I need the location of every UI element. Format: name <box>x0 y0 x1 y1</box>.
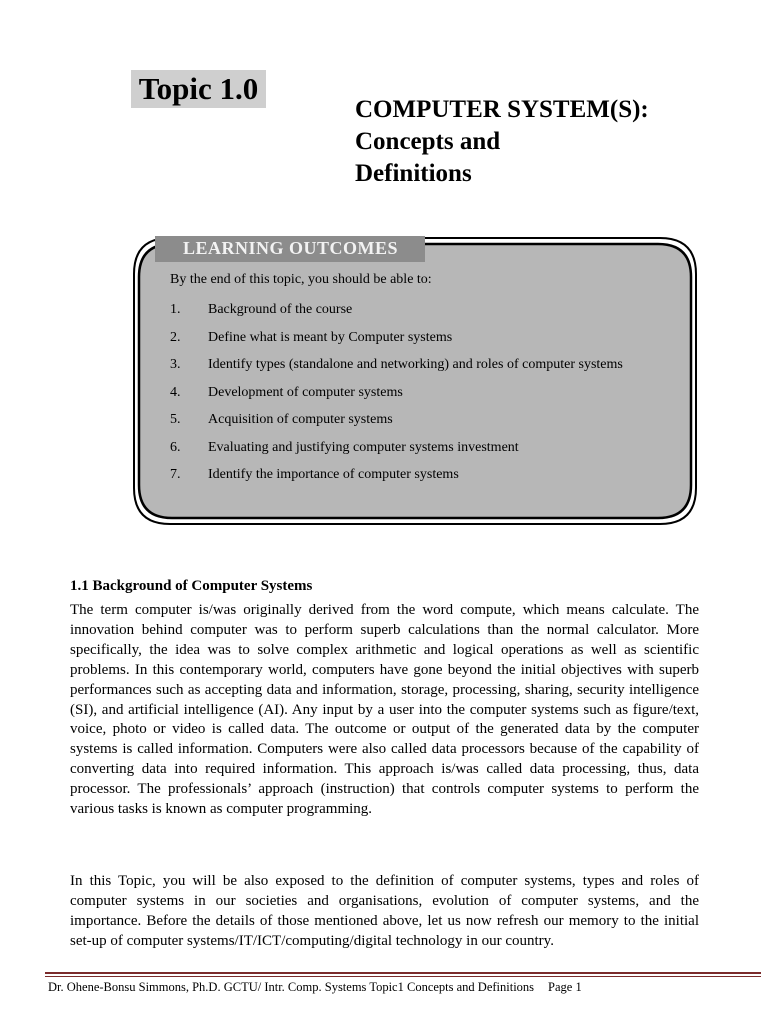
page-title <box>355 94 755 190</box>
list-item <box>170 406 654 434</box>
page-footer <box>48 980 582 995</box>
item-number: 2. <box>170 329 181 345</box>
item-text: Identify the importance of computer systems <box>208 467 459 482</box>
item-text: Background of the course <box>208 302 353 317</box>
list-item <box>170 379 654 407</box>
learning-outcomes-intro: By the end of this topic, you should be able to: <box>170 272 432 287</box>
item-text: Development of computer systems <box>208 384 403 400</box>
footer-text: Dr. Ohene-Bonsu Simmons, Ph.D. GCTU/ Intr. Comp. Systems Topic1 Concepts and Definitions <box>48 980 535 994</box>
body-paragraph-1: The term computer is/was originally derived from the word compute, which means calculate. The innovation behind computer was to perform superb calculations than the normal calculator. More specifically, the idea was to solve complex arithmetic and logical operations as well as scientific problems. In this contemporary world, computers have gone beyond the initial objectives with superb performances such as accepting data and information, storage, processing, sharing, security intelligence (SI), and artificial intelligence (AI). Any input by a user into the computer systems such as figure/text, voice, photo or video is called data. The outcome or output of the generated data by the computer systems is called information. Computers were also called data processors because of the capability of converting data into required information. This approach is/was called data processing, thus, data processor. The professionals’ approach (instruction) that controls computer systems to perform the various tasks is known as computer programming. <box>70 602 699 818</box>
item-number: 5. <box>170 412 181 427</box>
item-text: Define what is meant by Computer systems <box>208 329 453 345</box>
page-number: Page 1 <box>548 980 582 994</box>
learning-outcomes-heading: LEARNING OUTCOMES <box>155 236 425 286</box>
item-text: Evaluating and justifying computer systems investment <box>208 439 519 455</box>
list-item <box>170 351 654 379</box>
footer-divider-thin <box>45 976 761 977</box>
list-item <box>170 434 654 462</box>
item-number: 3. <box>170 357 181 372</box>
topic-label: Topic 1.0 <box>131 70 266 108</box>
title-line-3: Definitions <box>355 160 472 187</box>
list-item <box>170 461 654 489</box>
body-paragraph-2: In this Topic, you will be also exposed to the definition of computer systems, types and roles of computer systems in our societies and organisations, evolution of computer systems, and the importance. Before the details of those mentioned above, let us now refresh our memory to the initial set-up of computer systems/IT/ICT/computing/digital technology in our country. <box>70 873 699 949</box>
title-line-1: COMPUTER SYSTEM(S): <box>355 96 649 123</box>
item-text: Acquisition of computer systems <box>208 412 393 427</box>
section-heading: 1.1 Background of Computer Systems <box>70 578 313 594</box>
item-number: 4. <box>170 384 181 400</box>
list-item <box>170 324 654 352</box>
learning-outcomes-list <box>170 296 654 489</box>
footer-divider <box>45 972 761 974</box>
item-number: 6. <box>170 439 181 455</box>
item-text: Identify types (standalone and networking) and roles of computer systems <box>208 357 623 372</box>
item-number: 1. <box>170 302 181 317</box>
item-number: 7. <box>170 467 181 482</box>
list-item <box>170 296 654 324</box>
title-line-2: Concepts and <box>355 128 501 155</box>
